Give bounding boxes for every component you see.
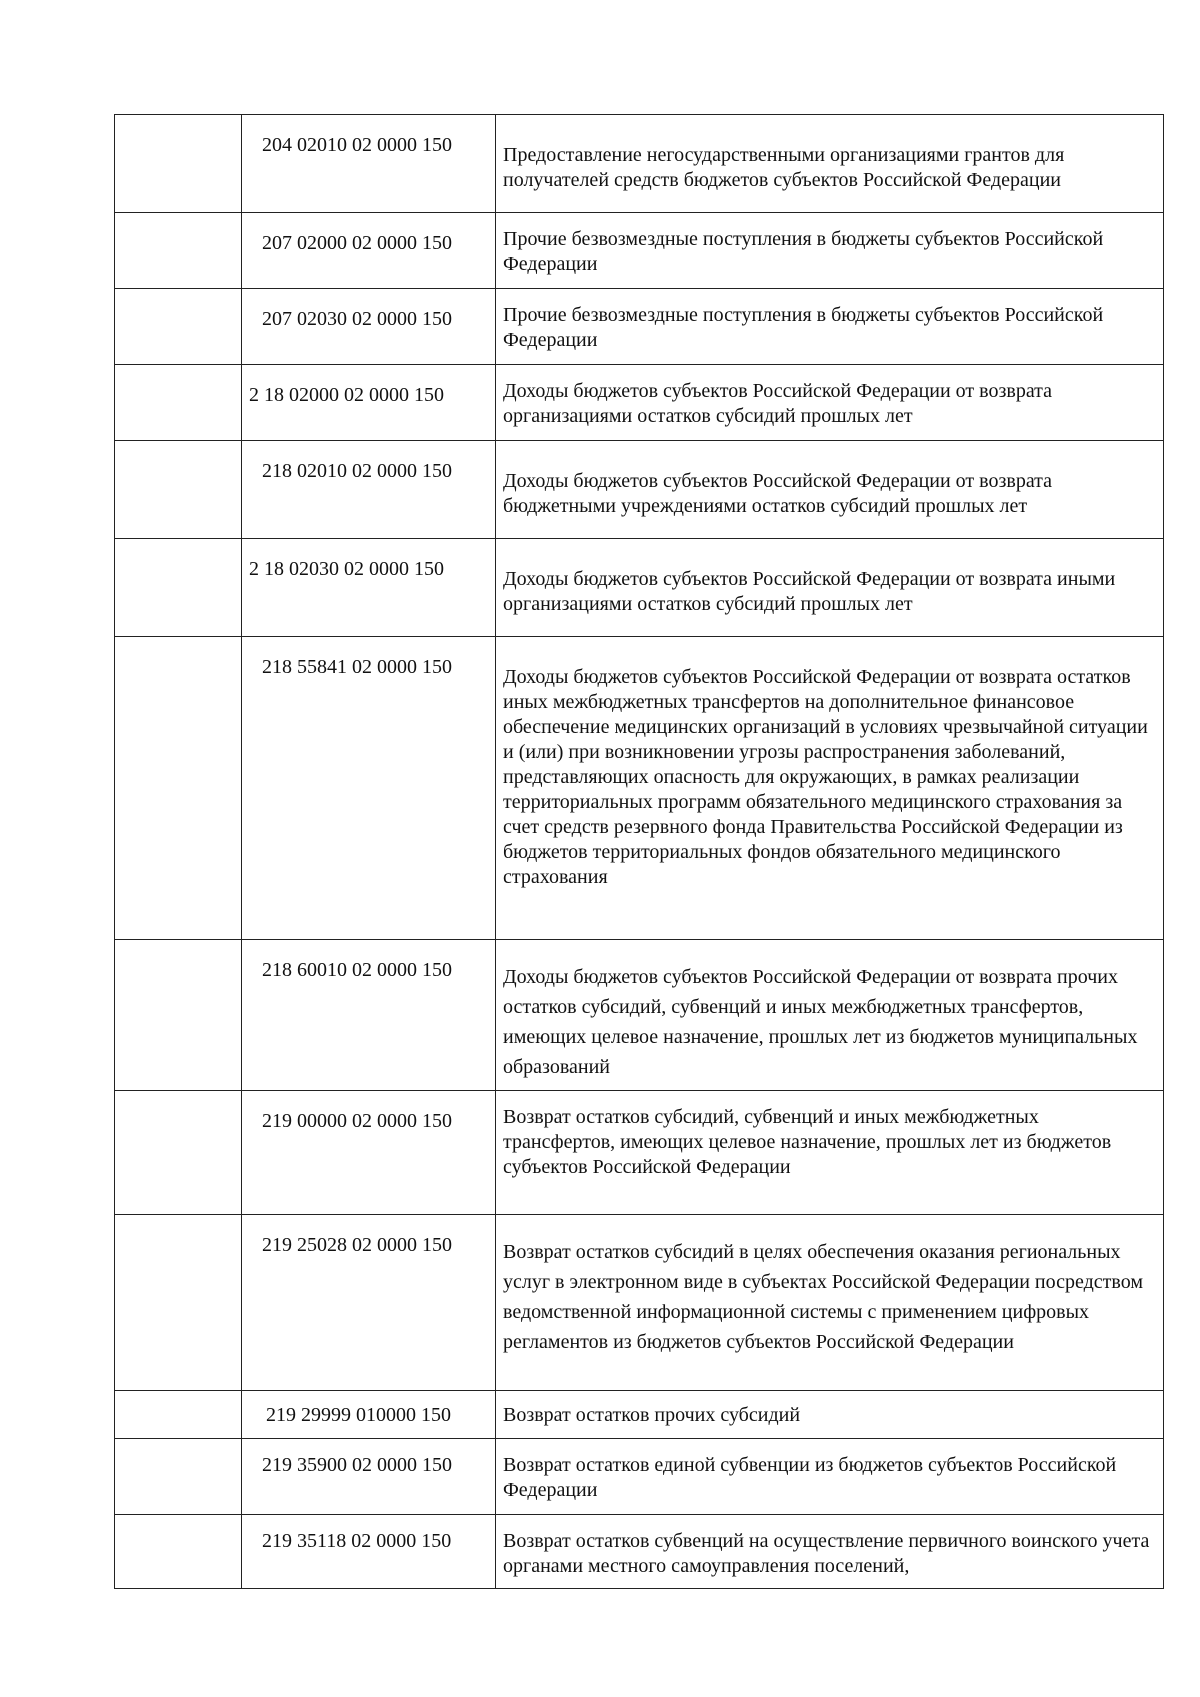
description-cell	[496, 441, 1164, 539]
budget-codes-table	[114, 114, 1164, 1589]
table-row	[115, 637, 1164, 940]
code-cell	[242, 940, 496, 1091]
code-cell	[242, 1515, 496, 1589]
description-text: Прочие безвозмездные поступления в бюджеты субъектов Российской Федерации	[503, 304, 1104, 351]
code-cell	[242, 289, 496, 365]
code-text: 219 29999 010000 150	[266, 1404, 451, 1426]
description-cell	[496, 539, 1164, 637]
table-row	[115, 1439, 1164, 1515]
code-text: 219 35900 02 0000 150	[262, 1454, 452, 1476]
empty-cell	[115, 365, 242, 441]
description-text: Возврат остатков субсидий, субвенций и иных межбюджетных трансфертов, имеющих целевое назначение, прошлых лет из бюджетов субъектов Российской Федерации	[503, 1106, 1112, 1178]
code-text: 207 02030 02 0000 150	[262, 308, 452, 330]
empty-cell	[115, 1091, 242, 1215]
description-cell	[496, 940, 1164, 1091]
empty-cell	[115, 289, 242, 365]
table-row	[115, 365, 1164, 441]
empty-cell	[115, 1439, 242, 1515]
description-text: Доходы бюджетов субъектов Российской Федерации от возврата иными организациями остатков субсидий прошлых лет	[503, 568, 1116, 615]
description-text: Доходы бюджетов субъектов Российской Федерации от возврата остатков иных межбюджетных трансфертов на дополнительное финансовое обеспечение медицинских организаций в условиях чрезвычайной ситуации и (или) при возникновении угрозы распространения заболеваний, представляющих опасность для окружающих, в рамках реализации территориальных программ обязательного медицинского страхования за счет средств резервного фонда Правительства Российской Федерации из бюджетов территориальных фондов обязательного медицинского страхования	[503, 666, 1148, 888]
code-text: 218 02010 02 0000 150	[262, 460, 452, 482]
code-text: 2 18 02030 02 0000 150	[249, 558, 444, 580]
code-cell	[242, 637, 496, 940]
description-cell	[496, 365, 1164, 441]
empty-cell	[115, 637, 242, 940]
empty-cell	[115, 441, 242, 539]
code-text: 207 02000 02 0000 150	[262, 232, 452, 254]
empty-cell	[115, 213, 242, 289]
description-text: Доходы бюджетов субъектов Российской Федерации от возврата прочих остатков субсидий, субвенций и иных межбюджетных трансфертов, имеющих целевое назначение, прошлых лет из бюджетов муниципальных образований	[503, 966, 1138, 1078]
description-text: Доходы бюджетов субъектов Российской Федерации от возврата бюджетными учреждениями остатков субсидий прошлых лет	[503, 470, 1053, 517]
empty-cell	[115, 1515, 242, 1589]
empty-cell	[115, 115, 242, 213]
table-row	[115, 1091, 1164, 1215]
empty-cell	[115, 940, 242, 1091]
table-row	[115, 539, 1164, 637]
table-row	[115, 1215, 1164, 1391]
description-text: Возврат остатков единой субвенции из бюджетов субъектов Российской Федерации	[503, 1454, 1117, 1501]
code-text: 204 02010 02 0000 150	[262, 134, 452, 156]
description-cell	[496, 1215, 1164, 1391]
description-cell	[496, 1391, 1164, 1439]
description-cell	[496, 1091, 1164, 1215]
code-text: 219 00000 02 0000 150	[262, 1110, 452, 1132]
description-text: Прочие безвозмездные поступления в бюджеты субъектов Российской Федерации	[503, 228, 1104, 275]
table-row	[115, 213, 1164, 289]
code-text: 219 35118 02 0000 150	[262, 1530, 452, 1552]
description-text: Возврат остатков прочих субсидий	[503, 1404, 801, 1426]
code-cell	[242, 1439, 496, 1515]
description-text: Возврат остатков субвенций на осуществление первичного воинского учета органами местного самоуправления поселений,	[503, 1530, 1150, 1577]
code-cell	[242, 1215, 496, 1391]
description-text: Предоставление негосударственными организациями грантов для получателей средств бюджетов субъектов Российской Федерации	[503, 144, 1065, 191]
code-text: 219 25028 02 0000 150	[262, 1234, 452, 1256]
table-row	[115, 115, 1164, 213]
code-cell	[242, 1091, 496, 1215]
description-cell	[496, 213, 1164, 289]
code-cell	[242, 365, 496, 441]
description-cell	[496, 115, 1164, 213]
code-cell	[242, 441, 496, 539]
code-text: 218 55841 02 0000 150	[262, 656, 452, 678]
table-row	[115, 940, 1164, 1091]
description-text: Доходы бюджетов субъектов Российской Федерации от возврата организациями остатков субсидий прошлых лет	[503, 380, 1053, 427]
code-text: 218 60010 02 0000 150	[262, 959, 452, 981]
description-cell	[496, 289, 1164, 365]
empty-cell	[115, 1215, 242, 1391]
table-row	[115, 1515, 1164, 1589]
code-cell	[242, 1391, 496, 1439]
table-row	[115, 1391, 1164, 1439]
description-cell	[496, 1439, 1164, 1515]
code-cell	[242, 115, 496, 213]
table-row	[115, 441, 1164, 539]
code-cell	[242, 213, 496, 289]
description-cell	[496, 1515, 1164, 1589]
description-cell	[496, 637, 1164, 940]
table-row	[115, 289, 1164, 365]
code-cell	[242, 539, 496, 637]
empty-cell	[115, 539, 242, 637]
description-text: Возврат остатков субсидий в целях обеспечения оказания региональных услуг в электронном виде в субъектах Российской Федерации посредством ведомственной информационной системы с применением цифровых регламентов из бюджетов субъектов Российской Федерации	[503, 1241, 1143, 1353]
code-text: 2 18 02000 02 0000 150	[249, 384, 444, 406]
empty-cell	[115, 1391, 242, 1439]
